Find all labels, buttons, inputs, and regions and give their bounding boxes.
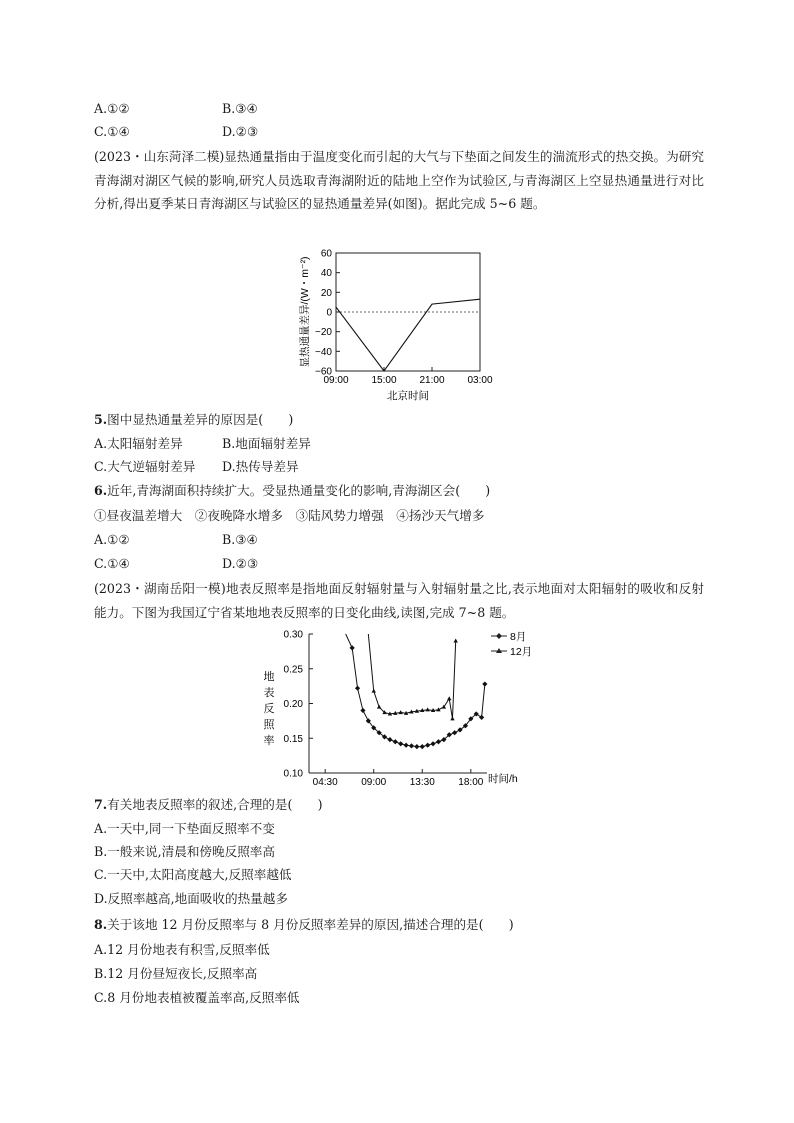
q5-stem-line [94,412,293,428]
passage-heat-flux: (2023・山东菏泽二模)显热通量指由于温度变化而引起的大气与下垫面之间发生的湍流形式的热交换。为研究青海湖对湖区气候的影响,研究人员选取青海湖附近的陆地上空作为试验区,与青海湖区上空显热通量进行对比分析,得出夏季某日青海湖区与试验区的显热通量差异(如图)。据此完成 5~6 题。 [94,149,704,211]
chart2-ytick-label: 0.15 [283,733,303,745]
q5-number: 5. [94,412,108,427]
q7-option-b: B.一般来说,清晨和傍晚反照率高 [94,844,275,859]
series-aug-point [425,743,430,748]
chart2-ylabel-char: 率 [263,735,275,747]
q5-option-b: B.地面辐射差异 [222,436,311,451]
series-aug-point [420,744,425,749]
series-dec-line [368,634,455,719]
chart1-series-line [336,299,480,371]
chart-albedo [255,624,560,792]
series-aug-point [393,739,398,744]
series-aug-point [360,708,365,713]
q8-option-a: A.12 月份地表有积雪,反照率低 [94,942,270,957]
q5-option-c: C.大气逆辐射差异 [94,459,196,474]
chart2-ytick-label: 0.25 [283,664,303,676]
chart2-ylabel-char: 表 [263,687,275,699]
series-dec-point [398,710,402,714]
series-dec-point [425,707,429,711]
chart1-xtick-label: 15:00 [371,375,397,386]
chart1-ytick-label: −60 [315,366,332,378]
q7-stem: 有关地表反照率的叙述,合理的是( ) [107,797,323,812]
q5-option-d: D.热传导差异 [222,459,299,474]
chart2-ytick-label: 0.30 [283,629,303,641]
chart1-xlabel: 北京时间 [387,390,429,402]
series-aug-point [350,645,355,650]
legend-aug: 8月 [510,631,527,643]
option-a: A.①② [94,101,130,116]
series-aug-point [479,715,484,720]
q6-option-c: C.①④ [94,556,130,571]
q7-option-d: D.反照率越高,地面吸收的热量越多 [94,891,288,906]
chart1-ytick-label: 0 [326,307,332,319]
q7-stem-line [94,797,323,813]
chart2-xtick-label: 09:00 [361,777,387,788]
q6-option-b: B.③④ [222,532,258,547]
q8-option-c: C.8 月份地表植被覆盖率高,反照率低 [94,990,300,1005]
chart2-xlabel: 时间/h [488,773,518,785]
q5-option-a: A.太阳辐射差异 [94,436,183,451]
series-dec-point [447,696,451,700]
q8-stem-line [94,917,514,933]
chart1-ytick-label: 40 [320,268,332,280]
chart2-ytick-label: 0.20 [283,699,303,710]
legend-dec: 12月 [510,646,533,658]
q7-option-c: C.一天中,太阳高度越大,反照率越低 [94,867,292,882]
series-aug-point [414,744,419,749]
chart2-xtick-label: 04:30 [312,777,338,788]
legend [491,631,532,658]
chart1-ytick-label: 60 [320,248,332,260]
chart1-ytick-label: −20 [315,327,332,339]
chart2-ylabel-char: 反 [263,703,275,715]
passage-albedo: (2023・湖南岳阳一模)地表反照率是指地面反射辐射量与入射辐射量之比,表示地面对太阳辐射的吸收和反射能力。下图为我国辽宁省某地地表反照率的日变化曲线,读图,完成 7~8 题。 [94,581,704,620]
q7-option-a: A.一天中,同一下垫面反照率不变 [94,821,275,836]
chart-heat-flux [290,245,510,405]
q8-stem: 关于该地 12 月份反照率与 8 月份反照率差异的原因,描述合理的是( ) [107,917,514,932]
q8-number: 8. [94,917,108,932]
chart1-ytick-label: −40 [315,346,332,358]
chart1-xtick-label: 09:00 [323,375,349,386]
chart1-xtick-label: 03:00 [467,375,493,386]
chart1-ylabel: 显热通量差异/(W・m⁻²) [299,256,311,368]
option-d: D.②③ [222,124,259,139]
q6-items: ①昼夜温差增大 ②夜晚降水增多 ③陆风势力增强 ④扬沙天气增多 [94,508,485,523]
chart2-xtick-label: 18:00 [458,777,484,788]
series-aug-point [398,741,403,746]
q6-option-a: A.①② [94,532,130,547]
series-dec-point [450,716,454,720]
chart2-ylabel-char: 地 [263,671,275,683]
chart1-ytick-label: 20 [320,287,332,299]
chart2-ytick-label: 0.10 [283,768,303,780]
series-aug-point [452,730,457,735]
q6-stem: 近年,青海湖面积持续扩大。受显热通量变化的影响,青海湖区会( ) [107,483,491,498]
series-aug-point [482,681,487,686]
series-dec-point [377,705,381,709]
q6-option-d: D.②③ [222,556,259,571]
chart2-xtick-label: 13:30 [409,777,435,788]
series-dec-point [454,639,458,643]
series-aug-point [430,741,435,746]
chart2-ylabel-char: 照 [263,719,275,731]
series-aug-line [346,634,485,747]
q6-stem-line [94,483,490,499]
series-dec-point [372,689,376,693]
option-b: B.③④ [222,101,258,116]
series-aug-point [387,737,392,742]
q7-number: 7. [94,797,108,812]
option-c: C.①④ [94,124,130,139]
chart1-xtick-label: 21:00 [419,375,445,386]
series-aug-point [355,686,360,691]
series-aug-point [409,743,414,748]
q5-stem: 图中显热通量差异的原因是( ) [107,412,294,427]
q8-option-b: B.12 月份昼短夜长,反照率高 [94,966,258,981]
series-aug-point [403,743,408,748]
q6-number: 6. [94,483,108,498]
series-aug-point [436,739,441,744]
